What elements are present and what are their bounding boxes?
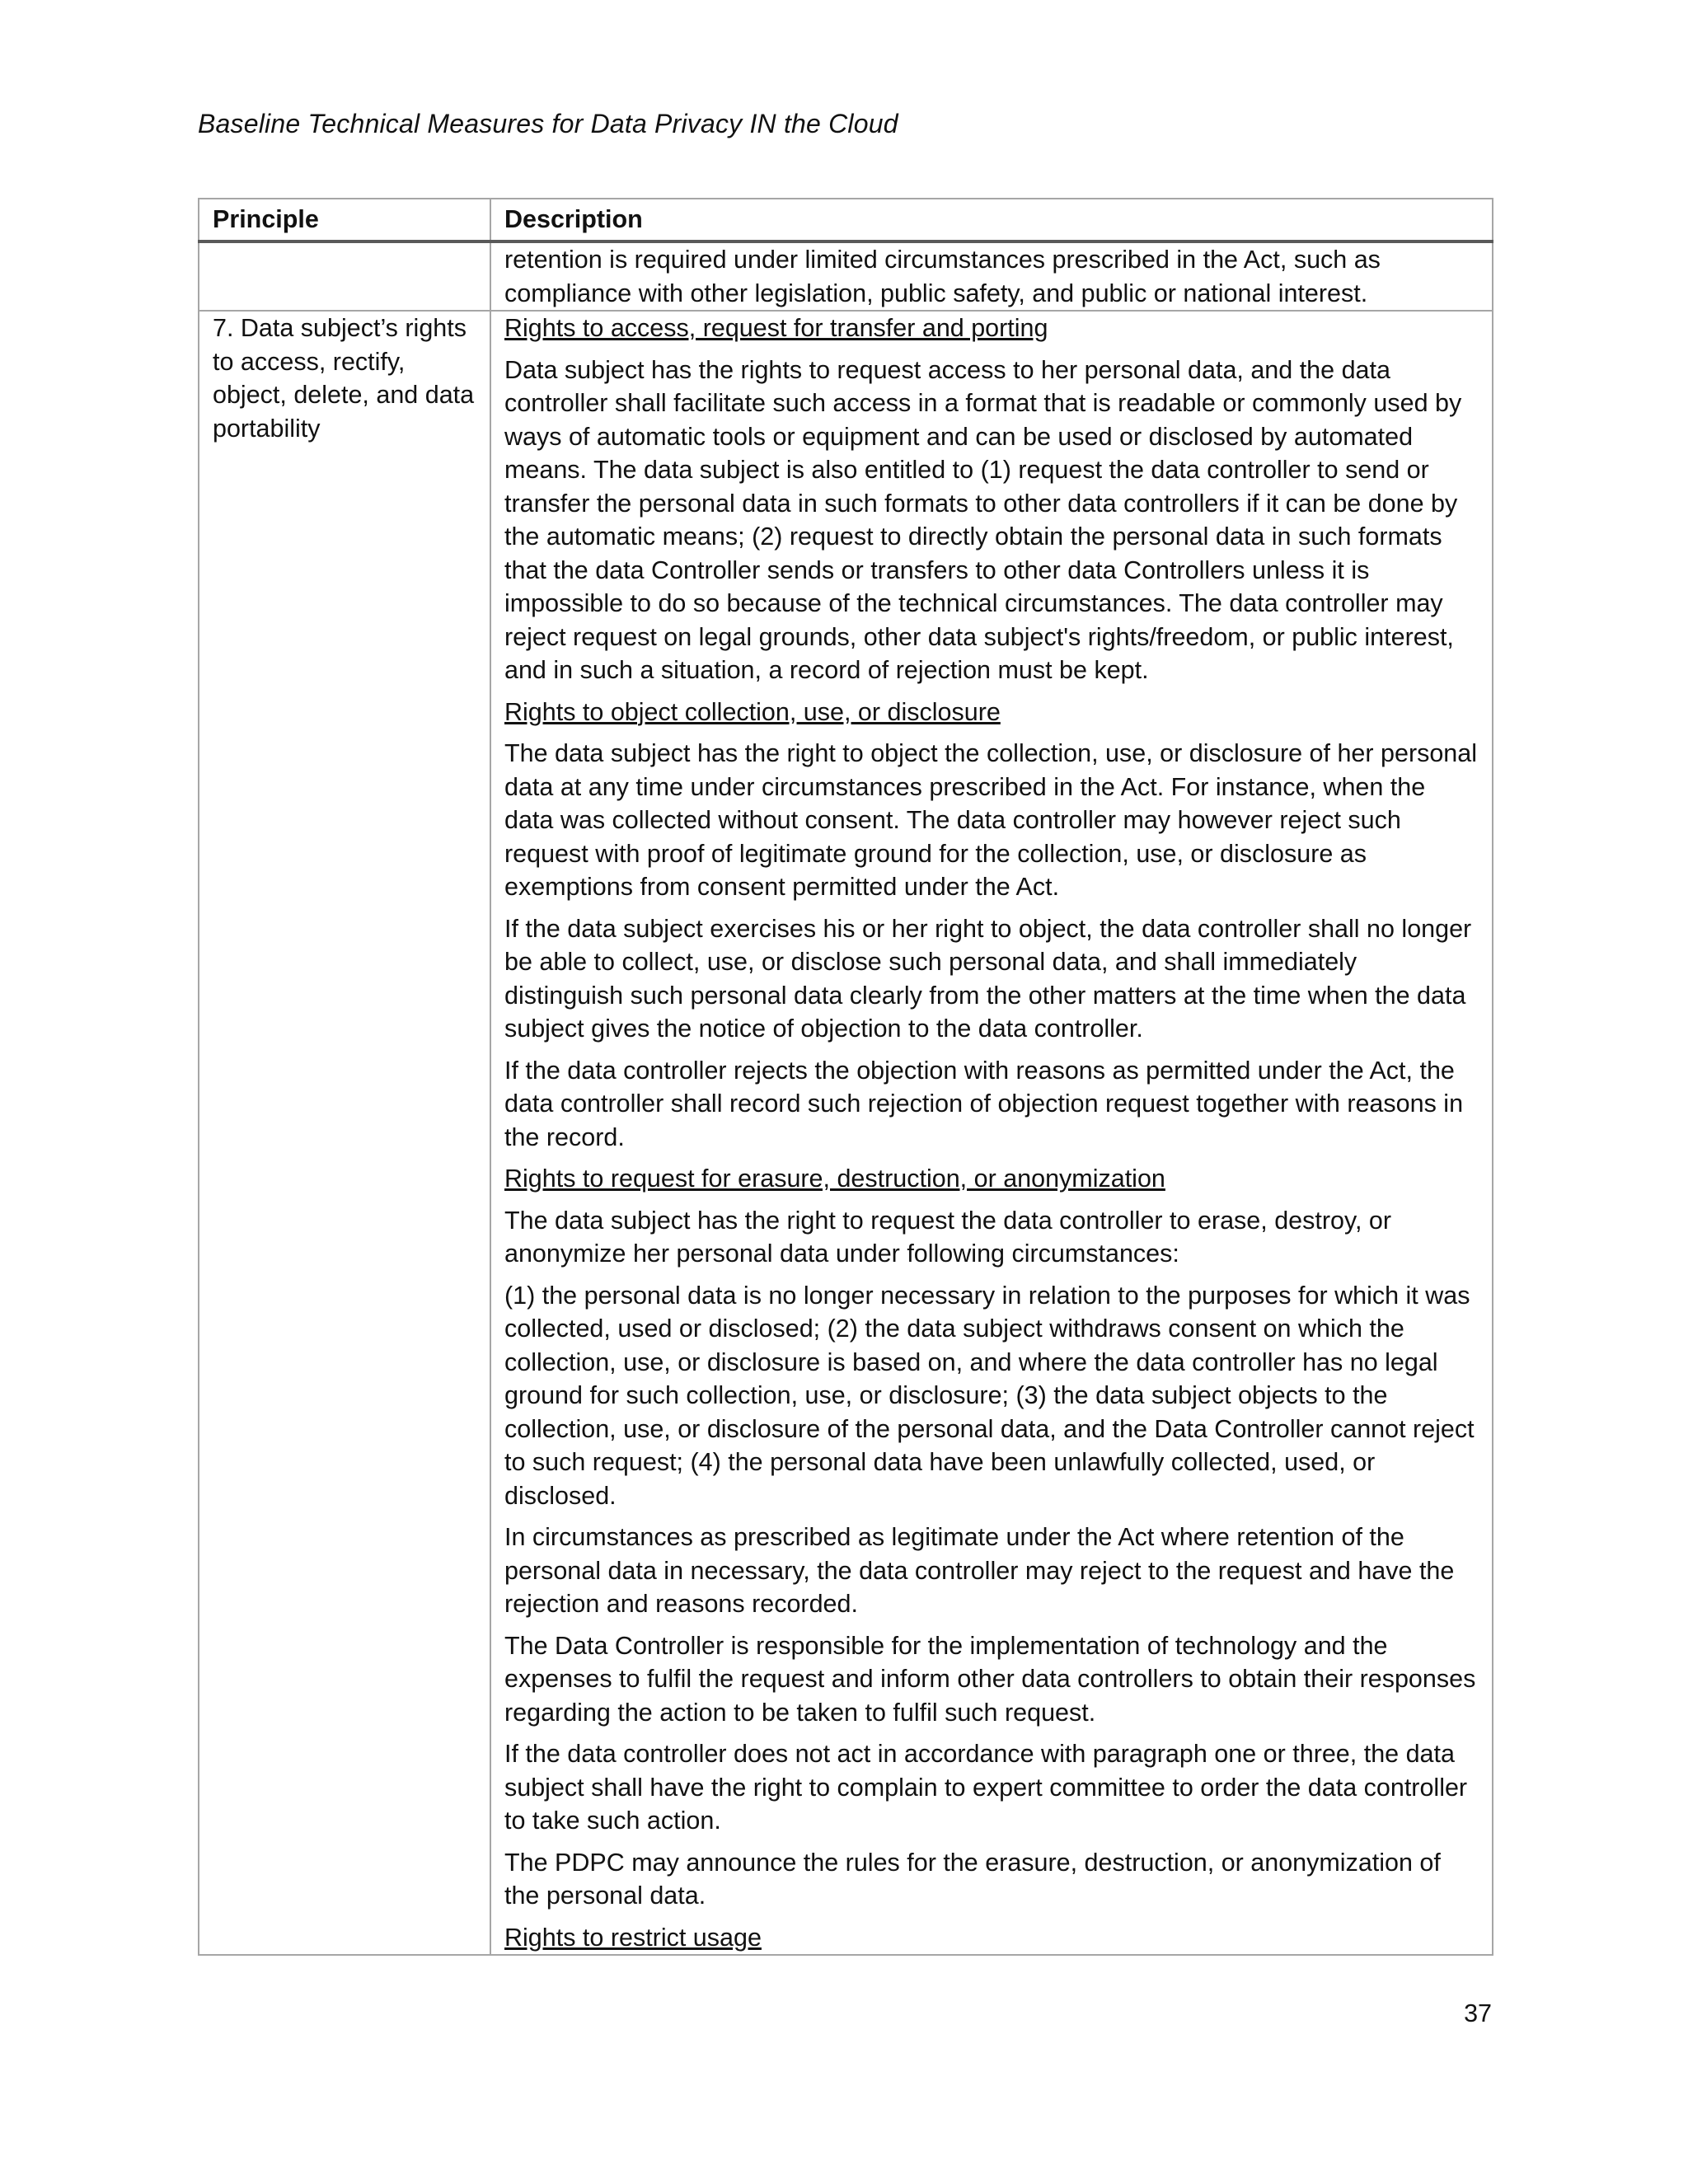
description-cell: [490, 311, 1493, 1955]
section-heading: Rights to restrict usage: [504, 1923, 762, 1952]
paragraph: In circumstances as prescribed as legitimate under the Act where retention of the personal data in necessary, the data controller may reject to the request and have the rejection and reasons recorded.: [504, 1523, 1455, 1618]
paragraph: If the data controller does not act in accordance with paragraph one or three, the data subject shall have the right to complain to expert committee to order the data controller to take such action.: [504, 1740, 1468, 1835]
section-heading: Rights to object collection, use, or disclosure: [504, 697, 1001, 726]
section-heading: Rights to access, request for transfer and porting: [504, 314, 1048, 342]
paragraph: (1) the personal data is no longer necessary in relation to the purposes for which it was collected, used or disclosed; (2) the data subject withdraws consent on which the collection, use, or disclosure is based on, and where the data controller has no legal ground for such collection, use, or disclosure; (3) the data subject objects to the collection, use, or disclosure of the personal data, and the Data Controller cannot reject to such request; (4) the personal data have been unlawfully collected, used, or disclosed.: [504, 1281, 1475, 1510]
column-header-description: Description: [490, 199, 1493, 241]
page-number: 37: [1464, 1999, 1492, 2027]
paragraph: Data subject has the rights to request access to her personal data, and the data controller shall facilitate such access in a format that is readable or commonly used by ways of automatic tools or equipment and can be used or disclosed by automated means. The data subject is also entitled to (1) request the data controller to send or transfer the personal data in such formats to other data controllers if it can be done by the automatic means; (2) request to directly obtain the personal data in such formats that the data Controller sends or transfers to other data Controllers unless it is impossible to do so because of the technical circumstances. The data controller may reject request on legal grounds, other data subject's rights/freedom, or public interest, and in such a situation, a record of rejection must be kept.: [504, 355, 1462, 684]
document-header-title: Baseline Technical Measures for Data Privacy IN the Cloud: [198, 109, 898, 138]
paragraph: The data subject has the right to request the data controller to erase, destroy, or anonymize her personal data under following circumstances:: [504, 1206, 1392, 1268]
table-row-principle-7: [199, 311, 1493, 1955]
table-row-continuation: [199, 241, 1493, 311]
table-header-row: [199, 199, 1493, 241]
principle-cell: 7. Data subject’s rights to access, rectify, object, delete, and data portability: [199, 311, 490, 1955]
column-header-principle: Principle: [199, 199, 490, 241]
paragraph: If the data subject exercises his or her right to object, the data controller shall no longer be able to collect, use, or disclose such personal data, and shall immediately distinguish such personal data clearly from the other matters at the time when the data subject gives the notice of objection to the data controller.: [504, 914, 1472, 1043]
principles-table: [198, 198, 1493, 1956]
description-cell-continuation: retention is required under limited circumstances prescribed in the Act, such as compliance with other legislation, public safety, and public or national interest.: [490, 241, 1493, 311]
paragraph: The Data Controller is responsible for the implementation of technology and the expenses to fulfil the request and inform other data controllers to obtain their responses regarding the action to be taken to fulfil such request.: [504, 1631, 1476, 1727]
paragraph: If the data controller rejects the objection with reasons as permitted under the Act, the data controller shall record such rejection of objection request together with reasons in the record.: [504, 1056, 1464, 1151]
section-heading: Rights to request for erasure, destruction, or anonymization: [504, 1165, 1165, 1193]
paragraph: The PDPC may announce the rules for the erasure, destruction, or anonymization of the personal data.: [504, 1848, 1441, 1910]
paragraph: The data subject has the right to object the collection, use, or disclosure of her personal data at any time under circumstances prescribed in the Act. For instance, when the data was collected without consent. The data controller may however reject such request with proof of legitimate ground for the collection, use, or disclosure as exemptions from consent permitted under the Act.: [504, 739, 1478, 901]
principle-cell-empty: [199, 241, 490, 311]
